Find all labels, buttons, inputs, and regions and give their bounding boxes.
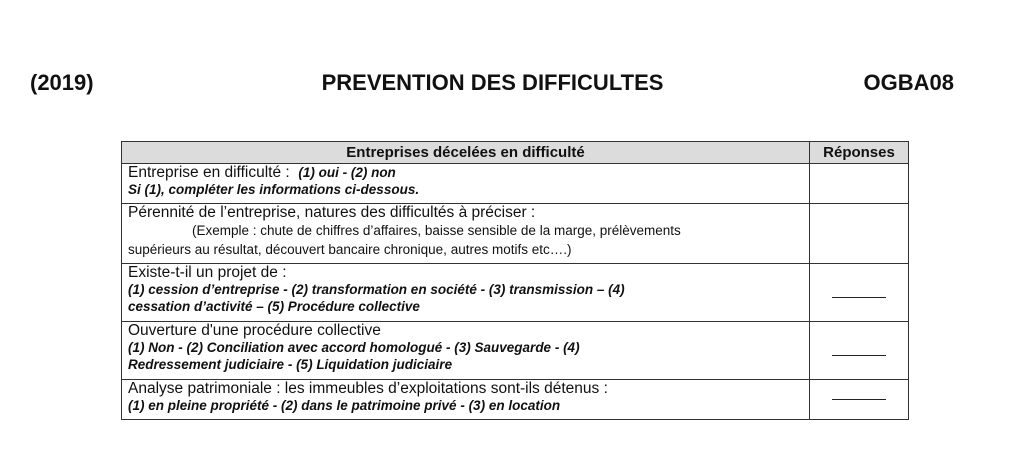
question-cell <box>122 380 810 420</box>
form-code: OGBA08 <box>863 70 954 95</box>
row-label: Ouverture d'une procédure collective <box>128 322 381 339</box>
question-cell <box>122 164 810 204</box>
row-options: (1) en pleine propriété - (2) dans le patrimoine privé - (3) en location <box>128 398 561 413</box>
row-label: Pérennité de l’entreprise, natures des difficultés à préciser : <box>128 204 536 221</box>
table-row-project <box>122 264 909 322</box>
answer-cell[interactable] <box>810 264 909 322</box>
row-options: (1) oui - (2) non <box>298 165 396 180</box>
form-year: (2019) <box>30 70 94 95</box>
answer-line[interactable] <box>832 355 886 356</box>
table-row-difficulty <box>122 164 909 204</box>
question-cell <box>122 204 810 264</box>
page-title: PREVENTION DES DIFFICULTES <box>321 70 664 95</box>
row-example-2: supérieurs au résultat, découvert bancaire chronique, autres motifs etc….) <box>128 242 572 257</box>
row-options-1: (1) cession d’entreprise - (2) transformation en société - (3) transmission – (4) <box>128 282 625 297</box>
row-options-2: cessation d’activité – (5) Procédure collective <box>128 299 420 314</box>
answer-cell[interactable] <box>810 322 909 380</box>
table-row-procedure <box>122 322 909 380</box>
answer-cell[interactable] <box>810 204 909 264</box>
answer-cell[interactable] <box>810 164 909 204</box>
answer-line[interactable] <box>832 297 886 298</box>
answer-cell[interactable] <box>810 380 909 420</box>
table-row-patrimony <box>122 380 909 420</box>
question-cell <box>122 264 810 322</box>
row-options-2: Redressement judiciaire - (5) Liquidation judiciaire <box>128 357 453 372</box>
row-label: Existe-t-il un projet de : <box>128 264 287 281</box>
answer-line[interactable] <box>832 399 886 400</box>
table-row-perennity <box>122 204 909 264</box>
row-example-1: (Exemple : chute de chiffres d’affaires, baisse sensible de la marge, prélèvements <box>192 223 681 238</box>
row-label: Entreprise en difficulté : <box>128 164 290 181</box>
question-cell <box>122 322 810 380</box>
row-options-1: (1) Non - (2) Conciliation avec accord homologué - (3) Sauvegarde - (4) <box>128 340 580 355</box>
difficulties-table <box>121 141 909 420</box>
row-label: Analyse patrimoniale : les immeubles d’exploitations sont-ils détenus : <box>128 380 608 397</box>
column-header-answer: Réponses <box>810 142 909 164</box>
row-instruction: Si (1), compléter les informations ci-dessous. <box>128 182 420 197</box>
column-header-question: Entreprises décelées en difficulté <box>122 142 810 164</box>
